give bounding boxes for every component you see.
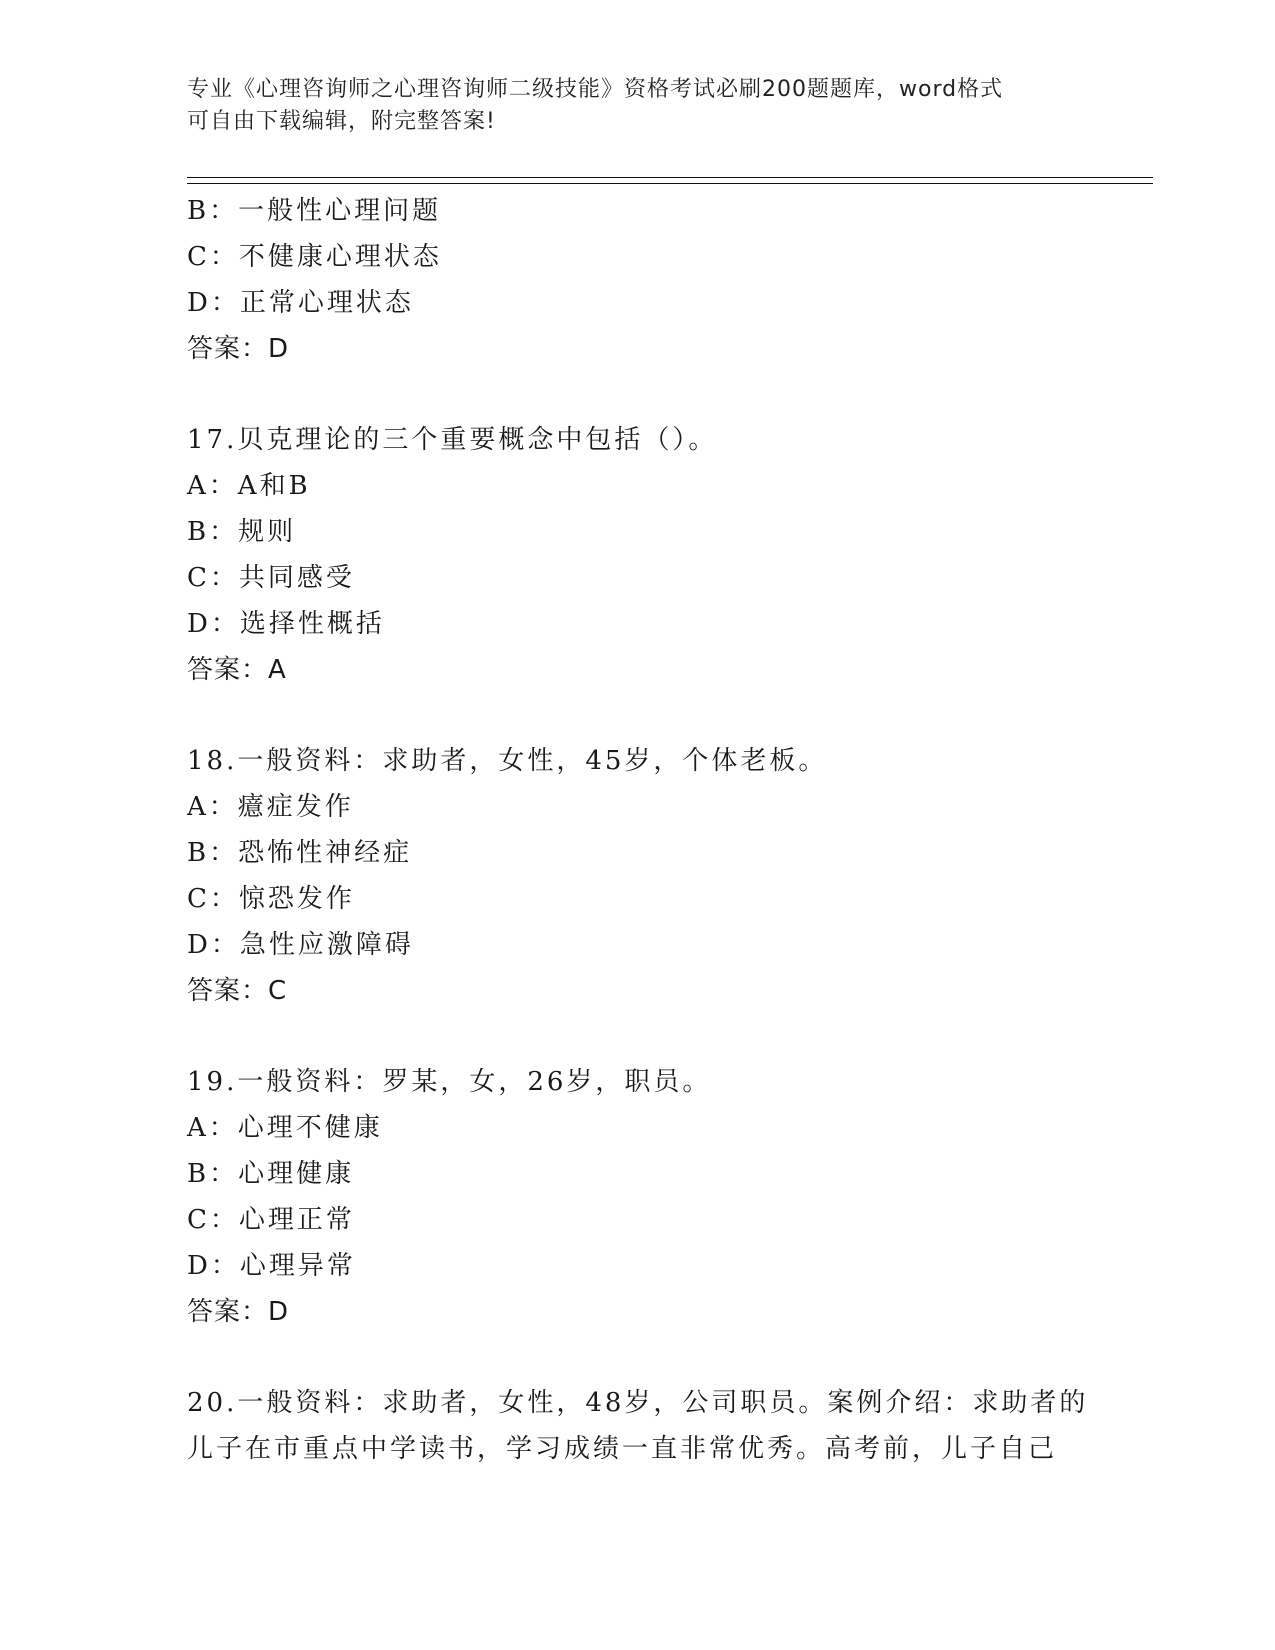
option-c: C：惊恐发作: [187, 884, 355, 914]
question-list: [187, 188, 1147, 1472]
answer-line: 答案：A: [187, 655, 287, 685]
question-19: [187, 1059, 1147, 1335]
option-d: D：选择性概括: [187, 609, 385, 639]
question-stem: 17.贝克理论的三个重要概念中包括（）。: [187, 425, 718, 455]
option-a: A：癔症发作: [187, 792, 354, 822]
spacer: [187, 1335, 1147, 1380]
header-line-1: 专业《心理咨询师之心理咨询师二级技能》资格考试必刷200题题库，word格式: [187, 77, 1004, 102]
option-b: B：恐怖性神经症: [187, 838, 413, 868]
option-b: B：规则: [187, 517, 297, 547]
option-b: B：一般性心理问题: [187, 196, 442, 226]
spacer: [187, 1014, 1147, 1059]
option-b: B：心理健康: [187, 1159, 355, 1189]
document-header: [187, 74, 1087, 138]
header-divider-top: [187, 177, 1153, 178]
spacer: [187, 372, 1147, 417]
question-20: [187, 1380, 1147, 1472]
answer-line: 答案：C: [187, 976, 288, 1006]
answer-line: 答案：D: [187, 334, 290, 364]
question-16-continued: [187, 188, 1147, 372]
question-stem: 19.一般资料：罗某，女，26岁，职员。: [187, 1067, 712, 1097]
header-line-2: 可自由下载编辑，附完整答案!: [187, 109, 496, 134]
question-17: [187, 417, 1147, 693]
option-c: C：心理正常: [187, 1205, 355, 1235]
question-stem-line-1: 20.一般资料：求助者，女性，48岁，公司职员。案例介绍：求助者的: [187, 1388, 1089, 1418]
option-d: D：心理异常: [187, 1251, 356, 1281]
spacer: [187, 693, 1147, 738]
question-stem: 18.一般资料：求助者，女性，45岁，个体老板。: [187, 746, 828, 776]
answer-line: 答案：D: [187, 1297, 290, 1327]
option-c: C：共同感受: [187, 563, 355, 593]
question-stem-line-2: 儿子在市重点中学读书，学习成绩一直非常优秀。高考前，儿子自己: [187, 1434, 1058, 1464]
option-a: A：心理不健康: [187, 1113, 383, 1143]
question-18: [187, 738, 1147, 1014]
header-divider-bottom: [187, 183, 1153, 184]
option-a: A：A和B: [187, 471, 311, 501]
option-d: D：急性应激障碍: [187, 930, 414, 960]
option-d: D：正常心理状态: [187, 288, 414, 318]
option-c: C：不健康心理状态: [187, 242, 442, 272]
